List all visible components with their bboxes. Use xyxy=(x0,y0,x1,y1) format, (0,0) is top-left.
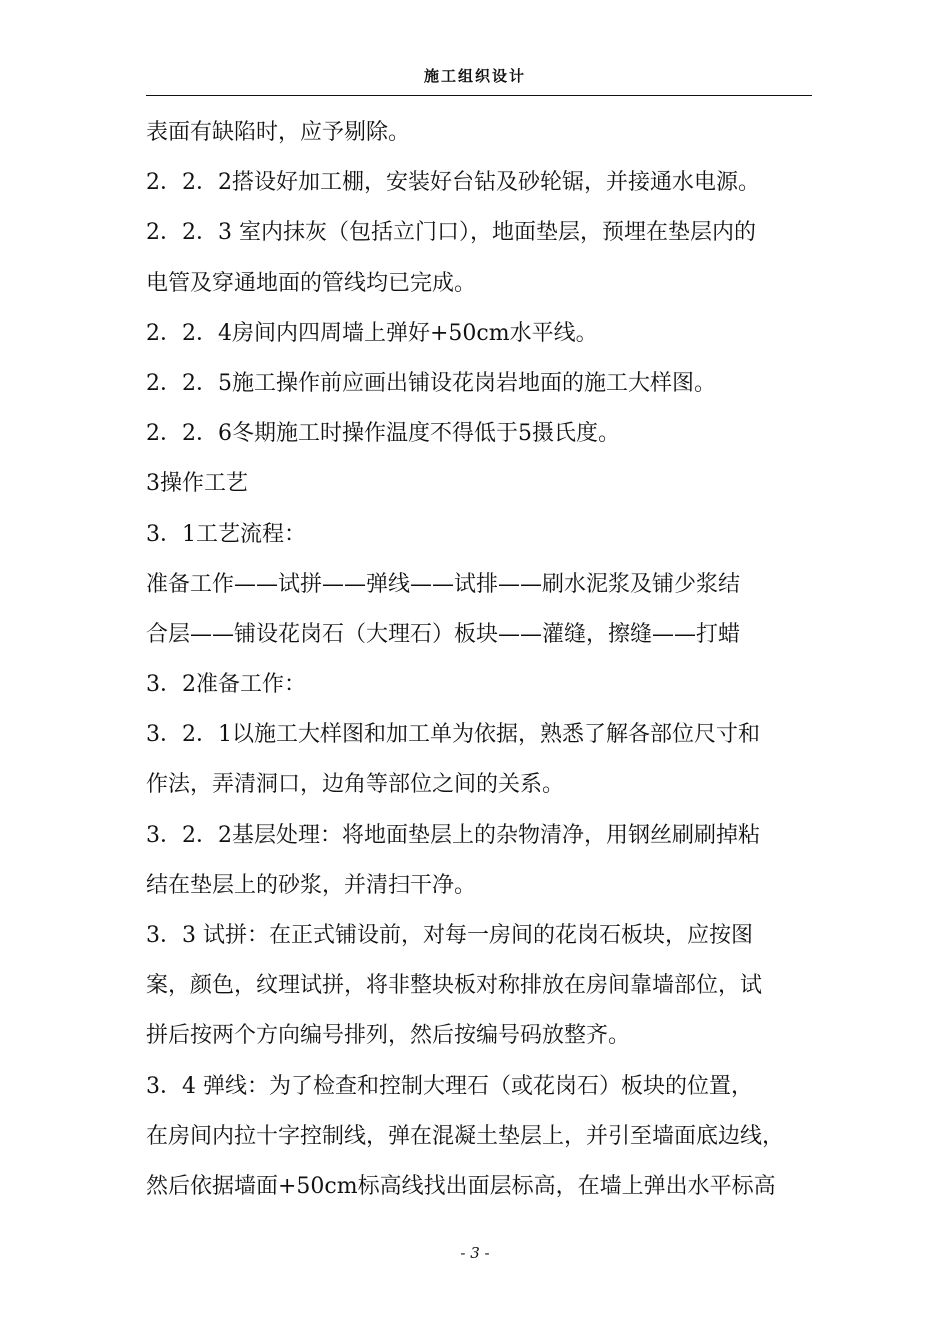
text-line: 准备工作——试拼——弹线——试排——刷水泥浆及铺少浆结 xyxy=(146,571,741,597)
body-text xyxy=(146,108,816,1212)
text-line: 3．4 弹线：为了检查和控制大理石（或花岗石）板块的位置， xyxy=(146,1073,753,1099)
text-line: 拼后按两个方向编号排列，然后按编号码放整齐。 xyxy=(146,1023,631,1049)
subsection-heading: 3．2准备工作： xyxy=(146,672,306,698)
text-line: 案，颜色，纹理试拼，将非整块板对称排放在房间靠墙部位，试 xyxy=(146,973,763,999)
subsection-heading: 3．1工艺流程： xyxy=(146,521,306,547)
text-line: 2．2．4房间内四周墙上弹好+50cm水平线。 xyxy=(146,320,598,346)
text-line: 然后依据墙面+50cm标高线找出面层标高，在墙上弹出水平标高 xyxy=(146,1173,776,1199)
text-line: 表面有缺陷时，应予剔除。 xyxy=(146,120,411,145)
header-rule xyxy=(146,95,812,96)
text-line: 3．2．2基层处理：将地面垫层上的杂物清净，用钢丝刷刷掉粘 xyxy=(146,822,760,848)
text-line: 结在垫层上的砂浆，并清扫干净。 xyxy=(146,872,477,898)
header-title: 施工组织设计 xyxy=(423,67,526,85)
text-line: 2．2．6冬期施工时操作温度不得低于5摄氏度。 xyxy=(146,421,620,447)
text-line: 作法，弄清洞口，边角等部位之间的关系。 xyxy=(146,772,565,798)
text-line: 3．3 试拼：在正式铺设前，对每一房间的花岗石板块，应按图 xyxy=(146,923,753,948)
text-line: 合层——铺设花岗石（大理石）板块——灌缝，擦缝——打蜡 xyxy=(146,621,741,647)
section-heading: 3操作工艺 xyxy=(146,471,248,497)
text-line: 2．2．5施工操作前应画出铺设花岗岩地面的施工大样图。 xyxy=(146,370,716,396)
text-line: 电管及穿通地面的管线均已完成。 xyxy=(146,270,477,296)
text-line: 3．2．1以施工大样图和加工单为依据，熟悉了解各部位尺寸和 xyxy=(146,722,760,748)
page-number: - 3 - xyxy=(460,1244,490,1262)
text-line: 2．2．2搭设好加工棚，安装好台钻及砂轮锯，并接通水电源。 xyxy=(146,170,760,196)
text-line: 2．2．3 室内抹灰（包括立门口），地面垫层，预埋在垫层内的 xyxy=(146,220,756,246)
text-line: 在房间内拉十字控制线，弹在混凝土垫层上，并引至墙面底边线， xyxy=(146,1123,785,1149)
